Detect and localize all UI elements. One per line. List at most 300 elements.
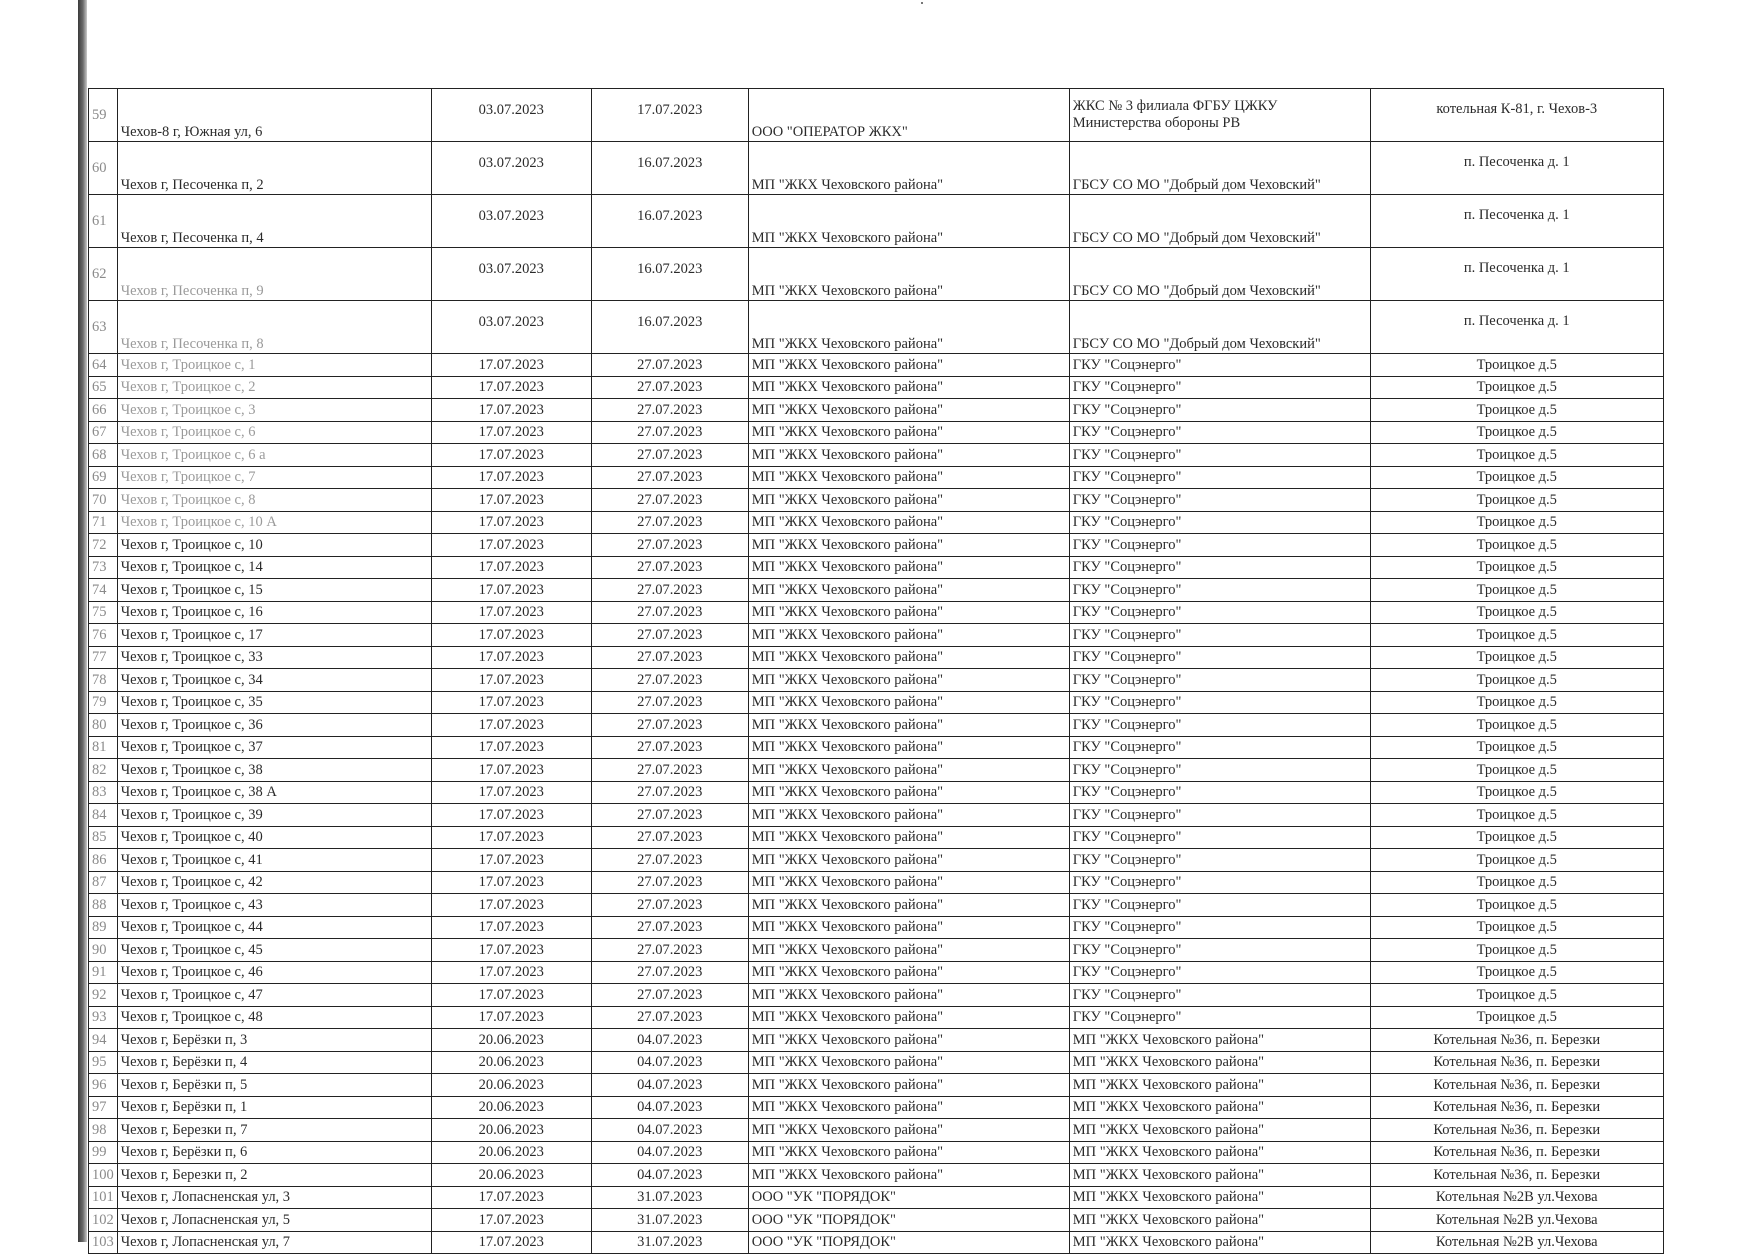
table-row	[89, 511, 1664, 534]
address-cell: Чехов г, Троицкое с, 6	[117, 421, 431, 444]
table-row	[89, 736, 1664, 759]
address-cell: Чехов г, Троицкое с, 38	[117, 759, 431, 782]
address-cell: Чехов г, Троицкое с, 45	[117, 939, 431, 962]
table-row	[89, 1141, 1664, 1164]
end-date-cell: 04.07.2023	[591, 1119, 748, 1142]
supplier-cell: ГКУ "Соцэнерго"	[1069, 714, 1370, 737]
heat-source-cell: Котельная №36, п. Березки	[1370, 1164, 1663, 1187]
table-row	[89, 248, 1664, 301]
managing-org-cell: МП "ЖКХ Чеховского района"	[748, 1141, 1069, 1164]
managing-org-cell: МП "ЖКХ Чеховского района"	[748, 248, 1069, 301]
row-number: 78	[89, 669, 118, 692]
heat-source-cell: Троицкое д.5	[1370, 399, 1663, 422]
address-cell: Чехов г, Троицкое с, 43	[117, 894, 431, 917]
row-number: 72	[89, 534, 118, 557]
row-number: 68	[89, 444, 118, 467]
managing-org-cell: МП "ЖКХ Чеховского района"	[748, 301, 1069, 354]
table-row	[89, 826, 1664, 849]
heat-source-cell: Котельная №2В ул.Чехова	[1370, 1231, 1663, 1254]
table-row	[89, 714, 1664, 737]
supplier-cell: ГКУ "Соцэнерго"	[1069, 826, 1370, 849]
address-cell: Чехов г, Троицкое с, 1	[117, 354, 431, 377]
table-row	[89, 894, 1664, 917]
start-date-cell: 17.07.2023	[431, 714, 591, 737]
end-date-cell: 27.07.2023	[591, 579, 748, 602]
row-number: 94	[89, 1029, 118, 1052]
table-row	[89, 1074, 1664, 1097]
start-date-cell: 17.07.2023	[431, 534, 591, 557]
address-cell: Чехов г, Троицкое с, 3	[117, 399, 431, 422]
heat-source-cell: Троицкое д.5	[1370, 691, 1663, 714]
end-date-cell: 27.07.2023	[591, 1006, 748, 1029]
heat-source-cell: котельная К-81, г. Чехов-3	[1370, 89, 1663, 142]
end-date-cell: 27.07.2023	[591, 781, 748, 804]
supplier-cell: ГКУ "Соцэнерго"	[1069, 534, 1370, 557]
end-date-cell: 27.07.2023	[591, 849, 748, 872]
supplier-cell: ГКУ "Соцэнерго"	[1069, 556, 1370, 579]
start-date-cell: 17.07.2023	[431, 691, 591, 714]
start-date-cell: 17.07.2023	[431, 1006, 591, 1029]
start-date-cell: 17.07.2023	[431, 759, 591, 782]
heat-source-cell: Троицкое д.5	[1370, 849, 1663, 872]
managing-org-cell: МП "ЖКХ Чеховского района"	[748, 826, 1069, 849]
end-date-cell: 27.07.2023	[591, 376, 748, 399]
end-date-cell: 31.07.2023	[591, 1231, 748, 1254]
start-date-cell: 17.07.2023	[431, 849, 591, 872]
managing-org-cell: МП "ЖКХ Чеховского района"	[748, 916, 1069, 939]
table-row	[89, 669, 1664, 692]
end-date-cell: 16.07.2023	[591, 142, 748, 195]
supplier-cell: МП "ЖКХ Чеховского района"	[1069, 1096, 1370, 1119]
managing-org-cell: МП "ЖКХ Чеховского района"	[748, 511, 1069, 534]
table-row	[89, 691, 1664, 714]
managing-org-cell: ООО "УК "ПОРЯДОК"	[748, 1209, 1069, 1232]
supplier-cell: ГКУ "Соцэнерго"	[1069, 759, 1370, 782]
end-date-cell: 04.07.2023	[591, 1164, 748, 1187]
row-number: 59	[89, 89, 118, 142]
table-row	[89, 624, 1664, 647]
start-date-cell: 03.07.2023	[431, 89, 591, 142]
row-number: 81	[89, 736, 118, 759]
heat-source-cell: Троицкое д.5	[1370, 736, 1663, 759]
address-cell: Чехов-8 г, Южная ул, 6	[117, 89, 431, 142]
managing-org-cell: МП "ЖКХ Чеховского района"	[748, 466, 1069, 489]
end-date-cell: 31.07.2023	[591, 1186, 748, 1209]
heat-source-cell: Котельная №36, п. Березки	[1370, 1074, 1663, 1097]
managing-org-cell: МП "ЖКХ Чеховского района"	[748, 1119, 1069, 1142]
row-number: 102	[89, 1209, 118, 1232]
table-row	[89, 1051, 1664, 1074]
table-row	[89, 195, 1664, 248]
table-row	[89, 916, 1664, 939]
address-cell: Чехов г, Троицкое с, 39	[117, 804, 431, 827]
row-number: 92	[89, 984, 118, 1007]
end-date-cell: 16.07.2023	[591, 195, 748, 248]
address-cell: Чехов г, Троицкое с, 40	[117, 826, 431, 849]
address-cell: Чехов г, Песоченка п, 4	[117, 195, 431, 248]
start-date-cell: 17.07.2023	[431, 624, 591, 647]
end-date-cell: 27.07.2023	[591, 939, 748, 962]
table-row	[89, 601, 1664, 624]
end-date-cell: 27.07.2023	[591, 399, 748, 422]
row-number: 75	[89, 601, 118, 624]
managing-org-cell: ООО "УК "ПОРЯДОК"	[748, 1186, 1069, 1209]
start-date-cell: 17.07.2023	[431, 1231, 591, 1254]
table-row	[89, 376, 1664, 399]
address-cell: Чехов г, Берёзки п, 3	[117, 1029, 431, 1052]
row-number: 91	[89, 961, 118, 984]
row-number: 71	[89, 511, 118, 534]
schedule-table	[88, 88, 1664, 1254]
start-date-cell: 17.07.2023	[431, 646, 591, 669]
supplier-cell: ГКУ "Соцэнерго"	[1069, 939, 1370, 962]
address-cell: Чехов г, Троицкое с, 17	[117, 624, 431, 647]
managing-org-cell: ООО "ОПЕРАТОР ЖКХ"	[748, 89, 1069, 142]
row-number: 87	[89, 871, 118, 894]
supplier-cell: МП "ЖКХ Чеховского района"	[1069, 1029, 1370, 1052]
supplier-cell: ГКУ "Соцэнерго"	[1069, 984, 1370, 1007]
supplier-cell: ГКУ "Соцэнерго"	[1069, 849, 1370, 872]
start-date-cell: 17.07.2023	[431, 871, 591, 894]
heat-source-cell: Котельная №36, п. Березки	[1370, 1096, 1663, 1119]
managing-org-cell: МП "ЖКХ Чеховского района"	[748, 376, 1069, 399]
row-number: 76	[89, 624, 118, 647]
start-date-cell: 20.06.2023	[431, 1119, 591, 1142]
heat-source-cell: Котельная №36, п. Березки	[1370, 1029, 1663, 1052]
row-number: 84	[89, 804, 118, 827]
heat-source-cell: Троицкое д.5	[1370, 646, 1663, 669]
row-number: 90	[89, 939, 118, 962]
table-row	[89, 466, 1664, 489]
end-date-cell: 04.07.2023	[591, 1029, 748, 1052]
address-cell: Чехов г, Берёзки п, 1	[117, 1096, 431, 1119]
managing-org-cell: МП "ЖКХ Чеховского района"	[748, 871, 1069, 894]
managing-org-cell: МП "ЖКХ Чеховского района"	[748, 781, 1069, 804]
managing-org-cell: МП "ЖКХ Чеховского района"	[748, 1006, 1069, 1029]
address-cell: Чехов г, Троицкое с, 10	[117, 534, 431, 557]
end-date-cell: 31.07.2023	[591, 1209, 748, 1232]
start-date-cell: 17.07.2023	[431, 1186, 591, 1209]
address-cell: Чехов г, Троицкое с, 14	[117, 556, 431, 579]
supplier-cell: ГКУ "Соцэнерго"	[1069, 376, 1370, 399]
supplier-cell: ГБСУ СО МО "Добрый дом Чеховский"	[1069, 248, 1370, 301]
heat-source-cell: Троицкое д.5	[1370, 444, 1663, 467]
table-row	[89, 399, 1664, 422]
end-date-cell: 16.07.2023	[591, 248, 748, 301]
supplier-cell: ГКУ "Соцэнерго"	[1069, 781, 1370, 804]
heat-source-cell: Троицкое д.5	[1370, 579, 1663, 602]
start-date-cell: 17.07.2023	[431, 444, 591, 467]
start-date-cell: 17.07.2023	[431, 579, 591, 602]
managing-org-cell: МП "ЖКХ Чеховского района"	[748, 624, 1069, 647]
table-row	[89, 354, 1664, 377]
heat-source-cell: Котельная №36, п. Березки	[1370, 1141, 1663, 1164]
address-cell: Чехов г, Троицкое с, 16	[117, 601, 431, 624]
address-cell: Чехов г, Троицкое с, 8	[117, 489, 431, 512]
end-date-cell: 27.07.2023	[591, 894, 748, 917]
address-cell: Чехов г, Троицкое с, 38 А	[117, 781, 431, 804]
address-cell: Чехов г, Песоченка п, 9	[117, 248, 431, 301]
managing-org-cell: МП "ЖКХ Чеховского района"	[748, 601, 1069, 624]
managing-org-cell: МП "ЖКХ Чеховского района"	[748, 489, 1069, 512]
table-row	[89, 1029, 1664, 1052]
heat-source-cell: Троицкое д.5	[1370, 376, 1663, 399]
managing-org-cell: МП "ЖКХ Чеховского района"	[748, 691, 1069, 714]
address-cell: Чехов г, Троицкое с, 7	[117, 466, 431, 489]
table-row	[89, 556, 1664, 579]
start-date-cell: 20.06.2023	[431, 1051, 591, 1074]
start-date-cell: 20.06.2023	[431, 1096, 591, 1119]
supplier-cell: ГКУ "Соцэнерго"	[1069, 579, 1370, 602]
address-cell: Чехов г, Троицкое с, 36	[117, 714, 431, 737]
start-date-cell: 20.06.2023	[431, 1074, 591, 1097]
supplier-cell: МП "ЖКХ Чеховского района"	[1069, 1186, 1370, 1209]
heat-source-cell: Троицкое д.5	[1370, 354, 1663, 377]
table-row	[89, 759, 1664, 782]
start-date-cell: 03.07.2023	[431, 301, 591, 354]
table-row	[89, 1164, 1664, 1187]
row-number: 61	[89, 195, 118, 248]
address-cell: Чехов г, Троицкое с, 37	[117, 736, 431, 759]
heat-source-cell: п. Песоченка д. 1	[1370, 248, 1663, 301]
supplier-cell: ГКУ "Соцэнерго"	[1069, 646, 1370, 669]
start-date-cell: 17.07.2023	[431, 354, 591, 377]
end-date-cell: 27.07.2023	[591, 354, 748, 377]
end-date-cell: 04.07.2023	[591, 1051, 748, 1074]
start-date-cell: 20.06.2023	[431, 1029, 591, 1052]
start-date-cell: 17.07.2023	[431, 781, 591, 804]
managing-org-cell: МП "ЖКХ Чеховского района"	[748, 759, 1069, 782]
managing-org-cell: МП "ЖКХ Чеховского района"	[748, 556, 1069, 579]
heat-source-cell: Котельная №2В ул.Чехова	[1370, 1186, 1663, 1209]
heat-source-cell: Троицкое д.5	[1370, 871, 1663, 894]
end-date-cell: 27.07.2023	[591, 714, 748, 737]
supplier-cell: ГКУ "Соцэнерго"	[1069, 444, 1370, 467]
heat-source-cell: Троицкое д.5	[1370, 714, 1663, 737]
row-number: 64	[89, 354, 118, 377]
managing-org-cell: ООО "УК "ПОРЯДОК"	[748, 1231, 1069, 1254]
start-date-cell: 17.07.2023	[431, 466, 591, 489]
address-cell: Чехов г, Троицкое с, 33	[117, 646, 431, 669]
row-number: 96	[89, 1074, 118, 1097]
row-number: 100	[89, 1164, 118, 1187]
managing-org-cell: МП "ЖКХ Чеховского района"	[748, 804, 1069, 827]
start-date-cell: 17.07.2023	[431, 556, 591, 579]
supplier-cell: ГКУ "Соцэнерго"	[1069, 804, 1370, 827]
row-number: 97	[89, 1096, 118, 1119]
end-date-cell: 04.07.2023	[591, 1141, 748, 1164]
table-row	[89, 1006, 1664, 1029]
address-cell: Чехов г, Троицкое с, 41	[117, 849, 431, 872]
end-date-cell: 04.07.2023	[591, 1074, 748, 1097]
heat-source-cell: п. Песоченка д. 1	[1370, 301, 1663, 354]
managing-org-cell: МП "ЖКХ Чеховского района"	[748, 354, 1069, 377]
end-date-cell: 27.07.2023	[591, 511, 748, 534]
end-date-cell: 27.07.2023	[591, 646, 748, 669]
supplier-cell: ГКУ "Соцэнерго"	[1069, 916, 1370, 939]
end-date-cell: 17.07.2023	[591, 89, 748, 142]
start-date-cell: 17.07.2023	[431, 961, 591, 984]
heat-source-cell: Котельная №36, п. Березки	[1370, 1119, 1663, 1142]
row-number: 63	[89, 301, 118, 354]
supplier-cell: ГКУ "Соцэнерго"	[1069, 961, 1370, 984]
heat-source-cell: Троицкое д.5	[1370, 466, 1663, 489]
end-date-cell: 27.07.2023	[591, 669, 748, 692]
row-number: 83	[89, 781, 118, 804]
start-date-cell: 17.07.2023	[431, 1209, 591, 1232]
end-date-cell: 27.07.2023	[591, 804, 748, 827]
address-cell: Чехов г, Лопасненская ул, 5	[117, 1209, 431, 1232]
start-date-cell: 17.07.2023	[431, 399, 591, 422]
row-number: 60	[89, 142, 118, 195]
row-number: 80	[89, 714, 118, 737]
address-cell: Чехов г, Троицкое с, 34	[117, 669, 431, 692]
row-number: 82	[89, 759, 118, 782]
start-date-cell: 17.07.2023	[431, 804, 591, 827]
row-number: 70	[89, 489, 118, 512]
table-row	[89, 804, 1664, 827]
supplier-cell: ГБСУ СО МО "Добрый дом Чеховский"	[1069, 142, 1370, 195]
heat-source-cell: Троицкое д.5	[1370, 826, 1663, 849]
end-date-cell: 27.07.2023	[591, 534, 748, 557]
end-date-cell: 04.07.2023	[591, 1096, 748, 1119]
start-date-cell: 17.07.2023	[431, 421, 591, 444]
supplier-cell: ГКУ "Соцэнерго"	[1069, 624, 1370, 647]
address-cell: Чехов г, Троицкое с, 35	[117, 691, 431, 714]
scan-binding-edge	[78, 0, 87, 1242]
supplier-cell: ГКУ "Соцэнерго"	[1069, 511, 1370, 534]
table-row	[89, 489, 1664, 512]
heat-source-cell: Троицкое д.5	[1370, 511, 1663, 534]
heat-source-cell: Троицкое д.5	[1370, 556, 1663, 579]
managing-org-cell: МП "ЖКХ Чеховского района"	[748, 894, 1069, 917]
managing-org-cell: МП "ЖКХ Чеховского района"	[748, 939, 1069, 962]
address-cell: Чехов г, Лопасненская ул, 3	[117, 1186, 431, 1209]
start-date-cell: 17.07.2023	[431, 489, 591, 512]
address-cell: Чехов г, Троицкое с, 47	[117, 984, 431, 1007]
managing-org-cell: МП "ЖКХ Чеховского района"	[748, 1164, 1069, 1187]
row-number: 88	[89, 894, 118, 917]
address-cell: Чехов г, Троицкое с, 15	[117, 579, 431, 602]
row-number: 73	[89, 556, 118, 579]
table-row	[89, 301, 1664, 354]
heat-source-cell: п. Песоченка д. 1	[1370, 195, 1663, 248]
supplier-cell: МП "ЖКХ Чеховского района"	[1069, 1231, 1370, 1254]
supplier-cell: ЖКС № 3 филиала ФГБУ ЦЖКУ Министерства обороны РВ	[1069, 89, 1370, 142]
start-date-cell: 17.07.2023	[431, 984, 591, 1007]
address-cell: Чехов г, Троицкое с, 44	[117, 916, 431, 939]
start-date-cell: 17.07.2023	[431, 511, 591, 534]
address-cell: Чехов г, Берёзки п, 5	[117, 1074, 431, 1097]
row-number: 98	[89, 1119, 118, 1142]
row-number: 74	[89, 579, 118, 602]
supplier-cell: МП "ЖКХ Чеховского района"	[1069, 1119, 1370, 1142]
row-number: 62	[89, 248, 118, 301]
end-date-cell: 27.07.2023	[591, 421, 748, 444]
heat-source-cell: Троицкое д.5	[1370, 894, 1663, 917]
managing-org-cell: МП "ЖКХ Чеховского района"	[748, 195, 1069, 248]
heat-source-cell: п. Песоченка д. 1	[1370, 142, 1663, 195]
end-date-cell: 27.07.2023	[591, 826, 748, 849]
end-date-cell: 16.07.2023	[591, 301, 748, 354]
start-date-cell: 17.07.2023	[431, 939, 591, 962]
end-date-cell: 27.07.2023	[591, 444, 748, 467]
heat-source-cell: Троицкое д.5	[1370, 489, 1663, 512]
address-cell: Чехов г, Березки п, 2	[117, 1164, 431, 1187]
address-cell: Чехов г, Троицкое с, 6 а	[117, 444, 431, 467]
start-date-cell: 17.07.2023	[431, 376, 591, 399]
managing-org-cell: МП "ЖКХ Чеховского района"	[748, 142, 1069, 195]
address-cell: Чехов г, Берёзки п, 4	[117, 1051, 431, 1074]
row-number: 77	[89, 646, 118, 669]
row-number: 79	[89, 691, 118, 714]
table-row	[89, 1096, 1664, 1119]
row-number: 69	[89, 466, 118, 489]
end-date-cell: 27.07.2023	[591, 489, 748, 512]
supplier-cell: ГКУ "Соцэнерго"	[1069, 736, 1370, 759]
row-number: 99	[89, 1141, 118, 1164]
start-date-cell: 17.07.2023	[431, 894, 591, 917]
supplier-cell: ГКУ "Соцэнерго"	[1069, 466, 1370, 489]
start-date-cell: 17.07.2023	[431, 826, 591, 849]
supplier-cell: ГКУ "Соцэнерго"	[1069, 399, 1370, 422]
heat-source-cell: Троицкое д.5	[1370, 669, 1663, 692]
table-row	[89, 1231, 1664, 1254]
supplier-cell: ГКУ "Соцэнерго"	[1069, 354, 1370, 377]
managing-org-cell: МП "ЖКХ Чеховского района"	[748, 1029, 1069, 1052]
supplier-cell: МП "ЖКХ Чеховского района"	[1069, 1141, 1370, 1164]
table-row	[89, 421, 1664, 444]
end-date-cell: 27.07.2023	[591, 624, 748, 647]
heat-source-cell: Троицкое д.5	[1370, 421, 1663, 444]
table-row	[89, 871, 1664, 894]
table-row	[89, 1186, 1664, 1209]
heat-source-cell: Котельная №36, п. Березки	[1370, 1051, 1663, 1074]
address-cell: Чехов г, Троицкое с, 42	[117, 871, 431, 894]
table-row	[89, 142, 1664, 195]
end-date-cell: 27.07.2023	[591, 736, 748, 759]
supplier-cell: ГКУ "Соцэнерго"	[1069, 691, 1370, 714]
supplier-cell: ГКУ "Соцэнерго"	[1069, 894, 1370, 917]
managing-org-cell: МП "ЖКХ Чеховского района"	[748, 1051, 1069, 1074]
end-date-cell: 27.07.2023	[591, 601, 748, 624]
row-number: 65	[89, 376, 118, 399]
row-number: 89	[89, 916, 118, 939]
managing-org-cell: МП "ЖКХ Чеховского района"	[748, 736, 1069, 759]
row-number: 86	[89, 849, 118, 872]
address-cell: Чехов г, Песоченка п, 8	[117, 301, 431, 354]
heat-source-cell: Троицкое д.5	[1370, 984, 1663, 1007]
table-row	[89, 1209, 1664, 1232]
address-cell: Чехов г, Троицкое с, 46	[117, 961, 431, 984]
start-date-cell: 03.07.2023	[431, 195, 591, 248]
managing-org-cell: МП "ЖКХ Чеховского района"	[748, 421, 1069, 444]
address-cell: Чехов г, Лопасненская ул, 7	[117, 1231, 431, 1254]
start-date-cell: 17.07.2023	[431, 601, 591, 624]
managing-org-cell: МП "ЖКХ Чеховского района"	[748, 534, 1069, 557]
managing-org-cell: МП "ЖКХ Чеховского района"	[748, 579, 1069, 602]
supplier-cell: ГБСУ СО МО "Добрый дом Чеховский"	[1069, 301, 1370, 354]
heat-source-cell: Троицкое д.5	[1370, 601, 1663, 624]
heat-source-cell: Троицкое д.5	[1370, 624, 1663, 647]
row-number: 93	[89, 1006, 118, 1029]
end-date-cell: 27.07.2023	[591, 759, 748, 782]
row-number: 95	[89, 1051, 118, 1074]
start-date-cell: 03.07.2023	[431, 248, 591, 301]
address-cell: Чехов г, Троицкое с, 48	[117, 1006, 431, 1029]
supplier-cell: ГКУ "Соцэнерго"	[1069, 1006, 1370, 1029]
supplier-cell: ГКУ "Соцэнерго"	[1069, 601, 1370, 624]
